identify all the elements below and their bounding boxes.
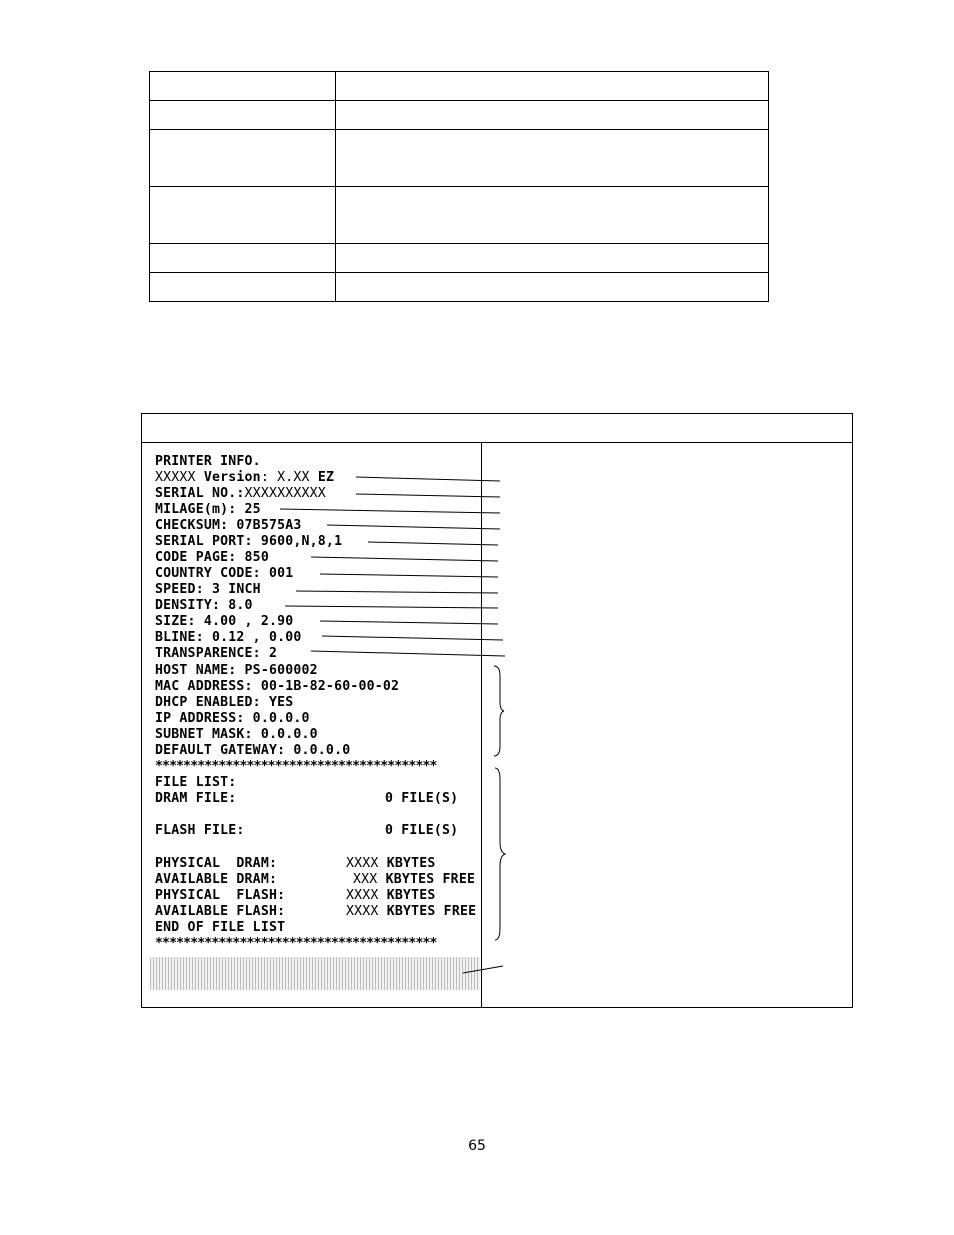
receipt-bline: BLINE: 0.12 , 0.00 <box>155 630 302 645</box>
leader-line-bline <box>322 636 503 640</box>
version-value: X.XX <box>277 470 310 485</box>
receipt-version-line: XXXXX Version: X.XX EZ <box>155 470 335 485</box>
leader-line-test-pattern <box>463 966 503 973</box>
physical-dram-value: XXXX <box>346 856 379 871</box>
receipt-country-code: COUNTRY CODE: 001 <box>155 566 294 581</box>
receipt-checksum: CHECKSUM: 07B575A3 <box>155 518 302 533</box>
receipt-code-page: CODE PAGE: 850 <box>155 550 269 565</box>
leader-line-country-code <box>320 574 498 577</box>
receipt-end-label: END OF FILE LIST <box>155 920 286 935</box>
receipt-physical-flash-label: PHYSICAL FLASH: <box>155 888 286 903</box>
available-flash-unit: KBYTES FREE <box>386 904 477 919</box>
receipt-separator-bottom: **************************************** <box>155 936 437 951</box>
receipt-speed: SPEED: 3 INCH <box>155 582 261 597</box>
leader-line-density <box>285 606 498 608</box>
receipt-subnet-mask: SUBNET MASK: 0.0.0.0 <box>155 727 318 742</box>
leader-line-checksum <box>327 525 500 529</box>
receipt-dram-file-value: 0 FILE(S) <box>385 791 459 806</box>
page-number: 65 <box>468 1138 486 1154</box>
leader-line-version <box>356 477 500 481</box>
receipt-ip-address: IP ADDRESS: 0.0.0.0 <box>155 711 310 726</box>
serial-label: SERIAL NO.: <box>155 486 245 501</box>
physical-dram-unit: KBYTES <box>386 856 436 871</box>
physical-flash-value: XXXX <box>346 888 379 903</box>
leader-line-serial <box>356 494 500 497</box>
receipt-milage: MILAGE(m): 25 <box>155 502 261 517</box>
leader-line-size <box>320 621 498 624</box>
brace-file-list <box>495 768 505 940</box>
receipt-dram-file-label: DRAM FILE: <box>155 791 237 806</box>
version-model: XXXXX <box>155 470 196 485</box>
receipt-title: PRINTER INFO. <box>155 454 261 469</box>
receipt-physical-dram-label: PHYSICAL DRAM: <box>155 856 278 871</box>
receipt-flash-file-label: FLASH FILE: <box>155 823 245 838</box>
physical-flash-unit: KBYTES <box>386 888 436 903</box>
receipt-transparence: TRANSPARENCE: 2 <box>155 646 278 661</box>
version-suffix: EZ <box>317 470 335 485</box>
receipt-density: DENSITY: 8.0 <box>155 598 253 613</box>
leader-line-code-page <box>311 557 498 561</box>
serial-value: XXXXXXXXXX <box>244 486 326 501</box>
leader-line-transparence <box>311 651 505 656</box>
version-label: Version <box>203 470 261 485</box>
receipt-file-list-label: FILE LIST: <box>155 775 237 790</box>
brace-network <box>494 666 504 756</box>
leader-line-milage <box>280 509 500 513</box>
receipt-flash-file-value: 0 FILE(S) <box>385 823 459 838</box>
leader-line-serial-port <box>368 542 498 545</box>
leader-line-speed <box>296 591 498 593</box>
receipt-separator-top: **************************************** <box>155 759 437 774</box>
receipt-available-dram-label: AVAILABLE DRAM: <box>155 872 278 887</box>
receipt-size: SIZE: 4.00 , 2.90 <box>155 614 294 629</box>
receipt-serial-port: SERIAL PORT: 9600,N,8,1 <box>155 534 343 549</box>
available-flash-value: XXXX <box>346 904 379 919</box>
receipt-available-flash-label: AVAILABLE FLASH: <box>155 904 286 919</box>
available-dram-value: XXX <box>353 872 378 887</box>
receipt-host-name: HOST NAME: PS-600002 <box>155 663 318 678</box>
receipt-dhcp: DHCP ENABLED: YES <box>155 695 294 710</box>
receipt-default-gateway: DEFAULT GATEWAY: 0.0.0.0 <box>155 743 351 758</box>
receipt-mac-address: MAC ADDRESS: 00-1B-82-60-00-02 <box>155 679 400 694</box>
available-dram-unit: KBYTES FREE <box>385 872 476 887</box>
